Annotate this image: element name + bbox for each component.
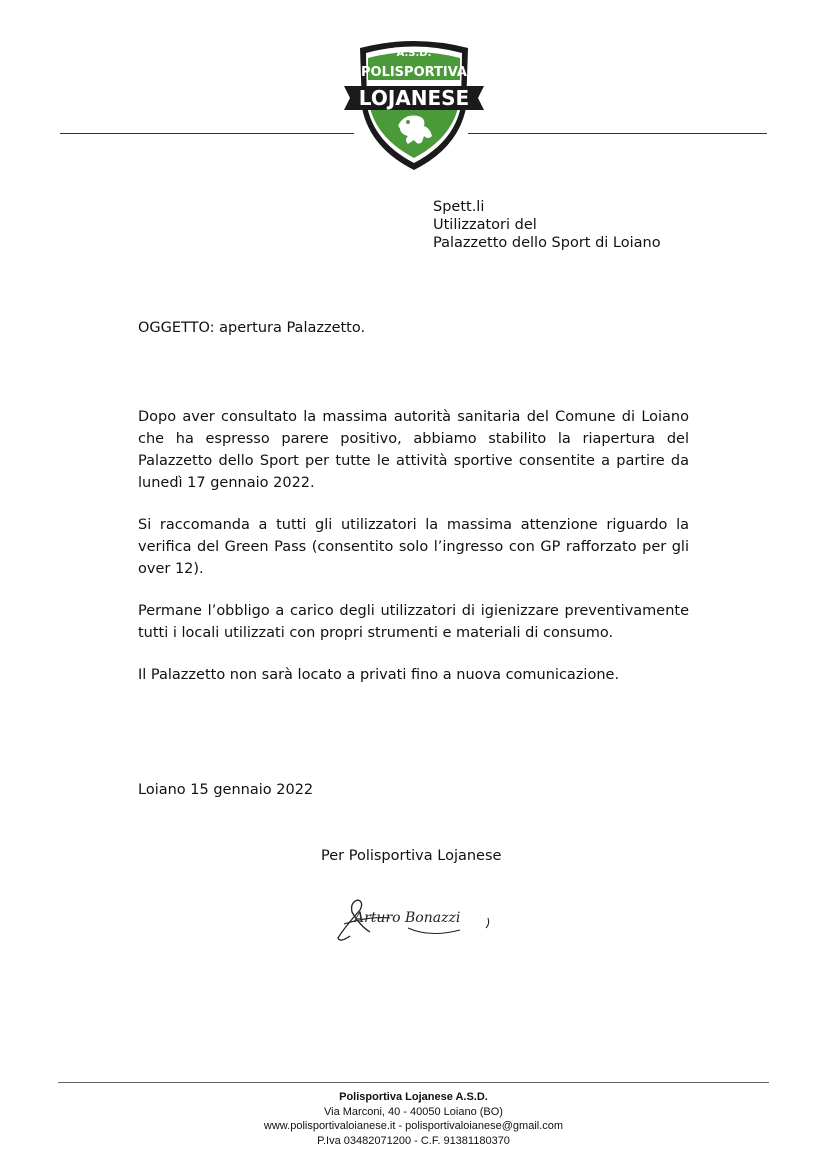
body-paragraph-4: Il Palazzetto non sarà locato a privati fino a nuova comunicazione. — [138, 667, 620, 683]
logo-main-text: LOJANESE — [358, 86, 470, 110]
date-line: Loiano 15 gennaio 2022 — [138, 782, 314, 798]
footer-address: Via Marconi, 40 - 40050 Loiano (BO) — [324, 1105, 503, 1118]
recipient-line-3: Palazzetto dello Sport di Loiano — [433, 235, 661, 251]
header-rule-right — [468, 133, 767, 134]
signature-text: Arturo Bonazzi — [354, 910, 461, 926]
header-rule-left — [60, 133, 354, 134]
footer-tax-ids: P.Iva 03482071200 - C.F. 91381180370 — [317, 1134, 510, 1147]
sign-off: Per Polisportiva Lojanese — [321, 848, 502, 864]
recipient-line-1: Spett.li — [433, 199, 485, 215]
body-paragraph-2: Si raccomanda a tutti gli utilizzatori la massima attenzione riguardo la verifica del Green Pass (consentito solo l’ingresso con GP rafforzato per gli over 12). — [138, 517, 689, 577]
body-paragraph-1: Dopo aver consultato la massima autorità sanitaria del Comune di Loiano che ha espresso parere positivo, abbiamo stabilito la riapertura del Palazzetto dello Sport per tutte le attività sportive consentite a partire da lunedì 17 gennaio 2022. — [138, 409, 689, 491]
footer — [58, 1090, 769, 1148]
subject-line: OGGETTO: apertura Palazzetto. — [138, 320, 366, 336]
recipient-line-2: Utilizzatori del — [433, 217, 537, 233]
logo-middle-text: POLISPORTIVA — [360, 65, 468, 80]
body-paragraph-3: Permane l’obbligo a carico degli utilizzatori di igienizzare preventivamente tutti i locali utilizzati con propri strumenti e materiali di consumo. — [138, 603, 689, 641]
club-logo — [338, 36, 490, 172]
footer-rule — [58, 1082, 769, 1083]
footer-org-name: Polisportiva Lojanese A.S.D. — [339, 1091, 488, 1103]
handwritten-signature — [330, 888, 500, 948]
recipient-block — [433, 198, 661, 252]
logo-top-text: A.S.D. — [396, 48, 432, 59]
letter-body — [138, 406, 689, 706]
footer-contacts: www.polisportivaloianese.it - polisportivaloianese@gmail.com — [263, 1120, 564, 1132]
